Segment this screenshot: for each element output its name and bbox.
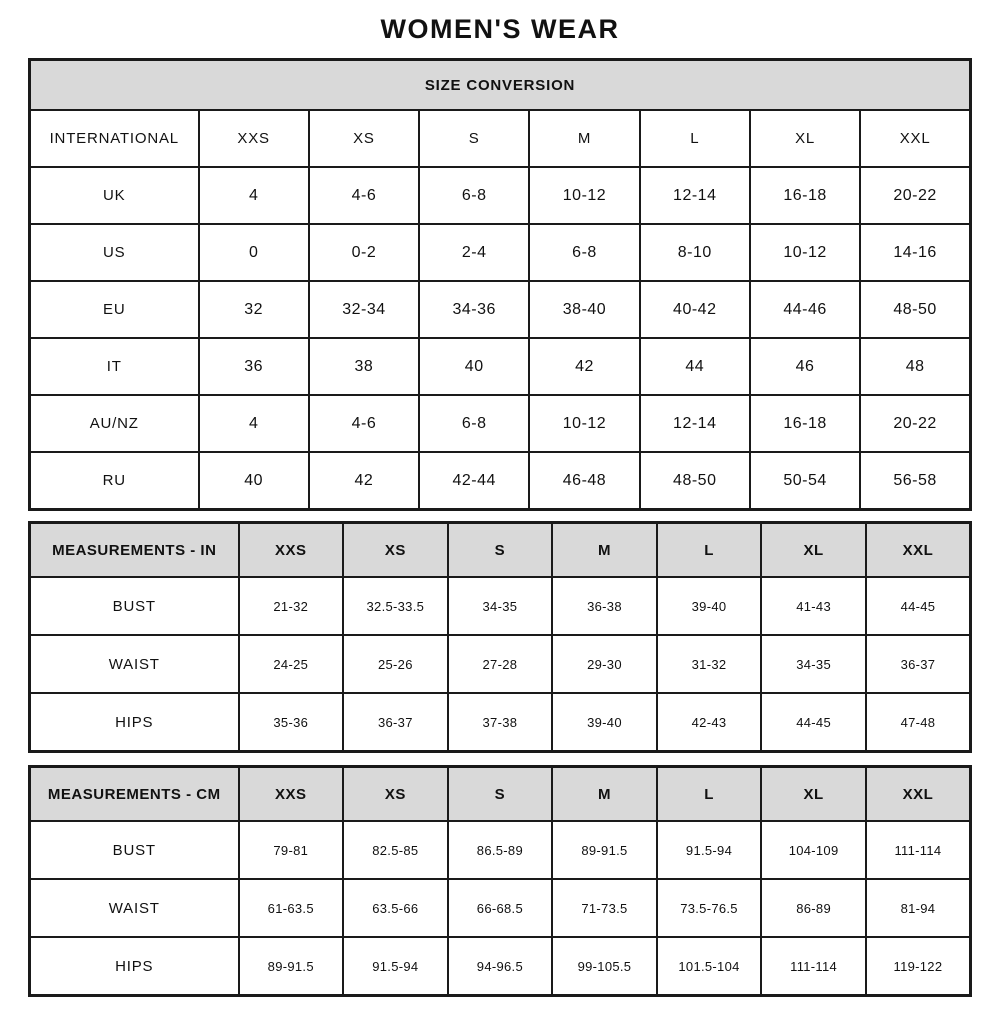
measurements-in-table bbox=[28, 521, 972, 753]
size-column-header: XS bbox=[343, 767, 448, 822]
size-value-cell: 4 bbox=[199, 167, 309, 224]
row-label: HIPS bbox=[30, 693, 239, 752]
table-row bbox=[30, 395, 971, 452]
size-value-cell: 111-114 bbox=[866, 821, 971, 879]
size-value-cell: 42-44 bbox=[419, 452, 529, 510]
table-row bbox=[30, 224, 971, 281]
size-column-header: XS bbox=[343, 523, 448, 578]
size-value-cell: 34-36 bbox=[419, 281, 529, 338]
size-column-header: M bbox=[529, 110, 639, 167]
size-value-cell: 66-68.5 bbox=[448, 879, 553, 937]
size-value-cell: 71-73.5 bbox=[552, 879, 657, 937]
column-header-row bbox=[30, 767, 971, 822]
size-value-cell: 24-25 bbox=[239, 635, 344, 693]
size-column-header: XS bbox=[309, 110, 419, 167]
size-value-cell: 86-89 bbox=[761, 879, 866, 937]
size-column-header: S bbox=[419, 110, 529, 167]
size-value-cell: 56-58 bbox=[860, 452, 970, 510]
size-value-cell: 36 bbox=[199, 338, 309, 395]
size-column-header: M bbox=[552, 523, 657, 578]
size-value-cell: 82.5-85 bbox=[343, 821, 448, 879]
size-value-cell: 91.5-94 bbox=[657, 821, 762, 879]
size-value-cell: 10-12 bbox=[529, 395, 639, 452]
size-column-header: XL bbox=[761, 767, 866, 822]
size-column-header: L bbox=[657, 523, 762, 578]
size-value-cell: 36-38 bbox=[552, 577, 657, 635]
size-value-cell: 44 bbox=[640, 338, 750, 395]
size-value-cell: 35-36 bbox=[239, 693, 344, 752]
table-row bbox=[30, 635, 971, 693]
size-value-cell: 0-2 bbox=[309, 224, 419, 281]
size-value-cell: 34-35 bbox=[448, 577, 553, 635]
size-value-cell: 4-6 bbox=[309, 167, 419, 224]
table-row bbox=[30, 338, 971, 395]
size-value-cell: 44-46 bbox=[750, 281, 860, 338]
size-value-cell: 111-114 bbox=[761, 937, 866, 996]
row-label: RU bbox=[30, 452, 199, 510]
size-value-cell: 14-16 bbox=[860, 224, 970, 281]
size-value-cell: 39-40 bbox=[552, 693, 657, 752]
size-value-cell: 16-18 bbox=[750, 167, 860, 224]
size-value-cell: 42 bbox=[529, 338, 639, 395]
table-row bbox=[30, 693, 971, 752]
size-column-header: L bbox=[640, 110, 750, 167]
size-value-cell: 48 bbox=[860, 338, 970, 395]
size-value-cell: 31-32 bbox=[657, 635, 762, 693]
size-column-header: S bbox=[448, 523, 553, 578]
row-header-label: INTERNATIONAL bbox=[30, 110, 199, 167]
size-value-cell: 44-45 bbox=[761, 693, 866, 752]
size-column-header: XXS bbox=[239, 767, 344, 822]
size-value-cell: 86.5-89 bbox=[448, 821, 553, 879]
size-value-cell: 50-54 bbox=[750, 452, 860, 510]
size-value-cell: 6-8 bbox=[529, 224, 639, 281]
size-value-cell: 44-45 bbox=[866, 577, 971, 635]
size-chart-page bbox=[0, 14, 1000, 997]
size-value-cell: 46-48 bbox=[529, 452, 639, 510]
row-label: IT bbox=[30, 338, 199, 395]
row-label: HIPS bbox=[30, 937, 239, 996]
size-value-cell: 73.5-76.5 bbox=[657, 879, 762, 937]
size-value-cell: 104-109 bbox=[761, 821, 866, 879]
size-value-cell: 46 bbox=[750, 338, 860, 395]
row-label: AU/NZ bbox=[30, 395, 199, 452]
size-value-cell: 94-96.5 bbox=[448, 937, 553, 996]
size-value-cell: 34-35 bbox=[761, 635, 866, 693]
size-value-cell: 101.5-104 bbox=[657, 937, 762, 996]
size-value-cell: 91.5-94 bbox=[343, 937, 448, 996]
size-value-cell: 27-28 bbox=[448, 635, 553, 693]
column-header-row bbox=[30, 523, 971, 578]
table-row bbox=[30, 577, 971, 635]
size-value-cell: 61-63.5 bbox=[239, 879, 344, 937]
table-row bbox=[30, 937, 971, 996]
size-value-cell: 16-18 bbox=[750, 395, 860, 452]
size-value-cell: 42 bbox=[309, 452, 419, 510]
row-label: WAIST bbox=[30, 635, 239, 693]
row-label: BUST bbox=[30, 577, 239, 635]
size-value-cell: 79-81 bbox=[239, 821, 344, 879]
size-value-cell: 32 bbox=[199, 281, 309, 338]
column-header-row bbox=[30, 110, 971, 167]
size-value-cell: 2-4 bbox=[419, 224, 529, 281]
row-label: UK bbox=[30, 167, 199, 224]
size-conversion-table bbox=[28, 58, 972, 511]
size-value-cell: 6-8 bbox=[419, 167, 529, 224]
row-label: US bbox=[30, 224, 199, 281]
size-column-header: XL bbox=[750, 110, 860, 167]
size-value-cell: 4-6 bbox=[309, 395, 419, 452]
size-value-cell: 40 bbox=[199, 452, 309, 510]
table-title-cell: MEASUREMENTS - IN bbox=[30, 523, 239, 578]
table-row bbox=[30, 879, 971, 937]
size-column-header: XL bbox=[761, 523, 866, 578]
row-label: EU bbox=[30, 281, 199, 338]
row-label: WAIST bbox=[30, 879, 239, 937]
size-value-cell: 21-32 bbox=[239, 577, 344, 635]
size-value-cell: 48-50 bbox=[860, 281, 970, 338]
size-value-cell: 29-30 bbox=[552, 635, 657, 693]
size-column-header: L bbox=[657, 767, 762, 822]
size-value-cell: 89-91.5 bbox=[239, 937, 344, 996]
size-value-cell: 38-40 bbox=[529, 281, 639, 338]
size-value-cell: 81-94 bbox=[866, 879, 971, 937]
size-value-cell: 119-122 bbox=[866, 937, 971, 996]
size-value-cell: 89-91.5 bbox=[552, 821, 657, 879]
size-value-cell: 4 bbox=[199, 395, 309, 452]
size-value-cell: 32-34 bbox=[309, 281, 419, 338]
table-banner: SIZE CONVERSION bbox=[30, 60, 971, 111]
table-row bbox=[30, 167, 971, 224]
measurements-cm-table bbox=[28, 765, 972, 997]
size-column-header: M bbox=[552, 767, 657, 822]
size-value-cell: 20-22 bbox=[860, 167, 970, 224]
size-value-cell: 12-14 bbox=[640, 395, 750, 452]
size-value-cell: 0 bbox=[199, 224, 309, 281]
page-title: WOMEN'S WEAR bbox=[380, 14, 620, 44]
size-value-cell: 25-26 bbox=[343, 635, 448, 693]
size-value-cell: 38 bbox=[309, 338, 419, 395]
row-label: BUST bbox=[30, 821, 239, 879]
size-value-cell: 12-14 bbox=[640, 167, 750, 224]
size-value-cell: 40 bbox=[419, 338, 529, 395]
size-value-cell: 8-10 bbox=[640, 224, 750, 281]
size-column-header: XXL bbox=[866, 523, 971, 578]
size-value-cell: 47-48 bbox=[866, 693, 971, 752]
size-column-header: XXL bbox=[866, 767, 971, 822]
size-value-cell: 32.5-33.5 bbox=[343, 577, 448, 635]
size-value-cell: 39-40 bbox=[657, 577, 762, 635]
size-column-header: XXS bbox=[239, 523, 344, 578]
table-row bbox=[30, 281, 971, 338]
size-column-header: S bbox=[448, 767, 553, 822]
size-value-cell: 10-12 bbox=[750, 224, 860, 281]
size-value-cell: 63.5-66 bbox=[343, 879, 448, 937]
table-row bbox=[30, 452, 971, 510]
size-value-cell: 36-37 bbox=[343, 693, 448, 752]
size-value-cell: 6-8 bbox=[419, 395, 529, 452]
table-title-cell: MEASUREMENTS - CM bbox=[30, 767, 239, 822]
size-value-cell: 99-105.5 bbox=[552, 937, 657, 996]
size-value-cell: 48-50 bbox=[640, 452, 750, 510]
size-value-cell: 37-38 bbox=[448, 693, 553, 752]
size-column-header: XXL bbox=[860, 110, 970, 167]
size-value-cell: 40-42 bbox=[640, 281, 750, 338]
size-value-cell: 41-43 bbox=[761, 577, 866, 635]
size-value-cell: 20-22 bbox=[860, 395, 970, 452]
table-row bbox=[30, 821, 971, 879]
size-value-cell: 42-43 bbox=[657, 693, 762, 752]
size-column-header: XXS bbox=[199, 110, 309, 167]
size-value-cell: 36-37 bbox=[866, 635, 971, 693]
size-value-cell: 10-12 bbox=[529, 167, 639, 224]
